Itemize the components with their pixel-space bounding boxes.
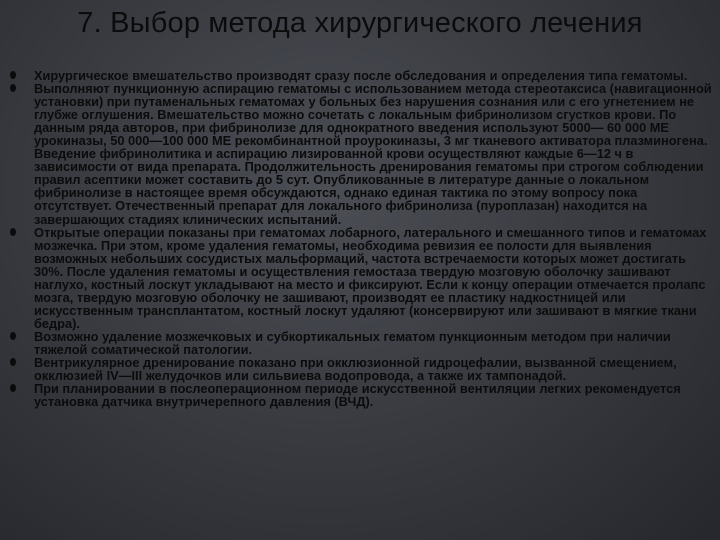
list-item-text: Выполняют пункционную аспирацию гематомы с использованием метода стереотаксиса (навигационной установки) при путаменальных гематомах у больных без нарушения сознания или с его угнетением не глубже оглушения. Вмешательство можно сочетать с локальным фибринолизом сгустков крови. По данным ряда авторов, при фибринолизе для однократного введения используют 5000— 60 000 МЕ урокиназы, 50 000—100 000 МЕ рекомбинантной проурокиназы, 3 мг тканевого активатора плазминогена. Введение фибринолитика и аспирацию лизированной крови осуществляют каждые 6—12 ч в зависимости от вида препарата. Продолжительность дренирования гематомы при строгом соблюдении правил асептики может составить до 5 сут. Опубликованные в литературе данные о локальном фибринолизе в настоящее время обсуждаются, однако единая тактика по этому вопросу пока отсутствует. Отечественный препарат для локального фибринолиза (пуроплазан) находится на завершающих стадиях клинических испытаний. [34,81,712,227]
list-item-text: Хирургическое вмешательство производят сразу после обследования и определения типа гематомы. [34,68,688,83]
list-item-text: Возможно удаление мозжечковых и субкортикальных гематом пункционным методом при наличии тяжелой соматической патологии. [34,328,671,357]
slide-title: 7. Выбор метода хирургического лечения [77,7,643,39]
bullet-icon [10,228,16,236]
bullet-list [10,69,714,408]
list-item [10,330,714,356]
bullet-icon [10,384,16,392]
list-item [10,226,714,330]
bullet-icon [10,84,16,92]
bullet-icon [10,71,16,79]
list-item-text: При планировании в послеоперационном периоде искусственной вентиляции легких рекомендуется установка датчика внутричерепного давления (ВЧД). [34,381,681,410]
list-item-text: Вентрикулярное дренирование показано при окклюзионной гидроцефалии, вызванной смещением, окклюзией IV—III желудочков или сильвиева водопровода, а также их тампонадой. [34,355,677,384]
list-item [10,382,714,408]
bullet-icon [10,358,16,366]
bullet-icon [10,332,16,340]
list-item [10,82,714,226]
list-item [10,356,714,382]
list-item-text: Открытые операции показаны при гематомах лобарного, латерального и смешанного типов и гематомах мозжечка. При этом, кроме удаления гематомы, необходима ревизия ее полости для выявления возможных небольших сосудистых мальформаций, частота встречаемости которых может достигать 30%. После удаления гематомы и осуществления гемостаза твердую мозговую оболочку зашивают наглухо, костный лоскут укладывают на место и фиксируют. Если к концу операции отмечается пролапс мозга, твердую мозговую оболочку не зашивают, производят ее пластику надкостницей или искусственным трансплантатом, костный лоскут удаляют (консервируют или зашивают в мягкие ткани бедра). [34,224,707,331]
